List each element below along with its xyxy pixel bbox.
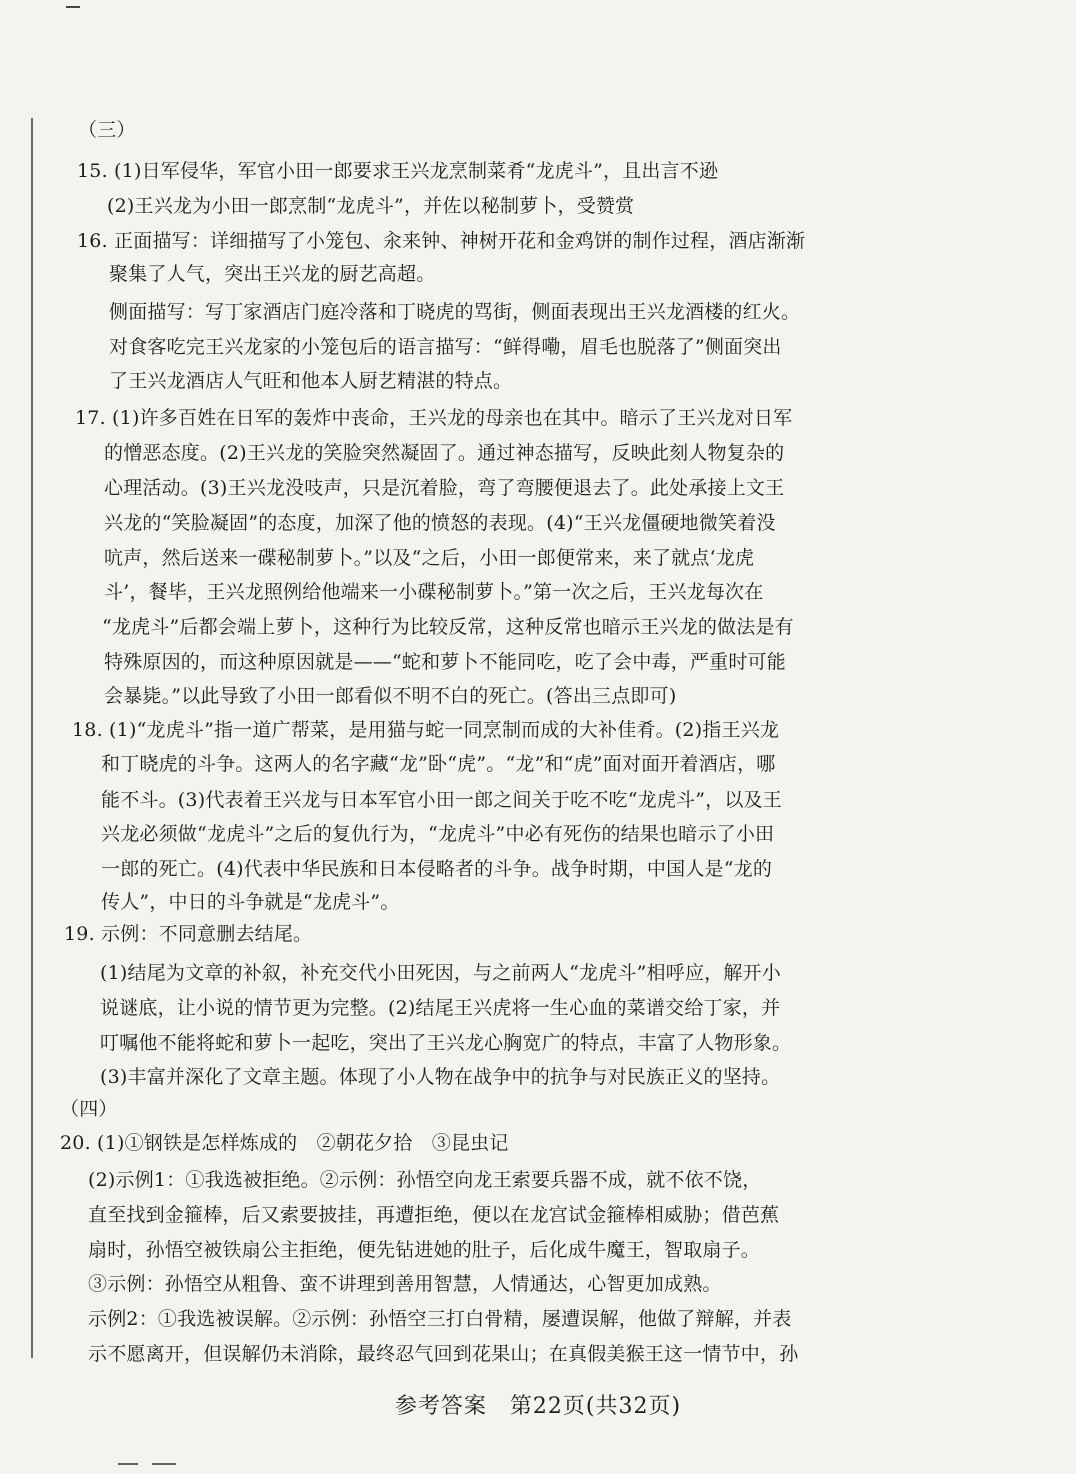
answer-line: 传人”，中日的斗争就是“龙虎斗”。	[101, 891, 400, 913]
answer-line: 心理活动。(3)王兴龙没吱声，只是沉着脸，弯了弯腰便退去了。此处承接上文王	[104, 477, 785, 499]
answer-line: 吭声，然后送来一碟秘制萝卜。”以及“之后，小田一郎便常来，来了就点‘龙虎	[104, 547, 755, 569]
answer-line: 叮嘱他不能将蛇和萝卜一起吃，突出了王兴龙心胸宽广的特点，丰富了人物形象。	[100, 1032, 792, 1054]
answer-line: 兴龙的“笑脸凝固”的态度，加深了他的愤怒的表现。(4)“王兴龙僵硬地微笑着没	[104, 512, 776, 534]
answer-line: 一郎的死亡。(4)代表中华民族和日本侵略者的斗争。战争时期，中国人是“龙的	[101, 858, 773, 880]
answer-line: 16. 正面描写：详细描写了小笼包、汆来钟、神树开花和金鸡饼的制作过程，酒店渐渐	[77, 230, 806, 252]
answer-line: 20. (1)①钢铁是怎样炼成的 ②朝花夕拾 ③昆虫记	[60, 1132, 509, 1154]
answer-line: 扇时，孙悟空被铁扇公主拒绝，便先钻进她的肚子，后化成牛魔王，智取扇子。	[88, 1239, 761, 1261]
answer-line: 能不斗。(3)代表着王兴龙与日本军官小田一郎之间关于吃不吃“龙虎斗”，以及王	[101, 789, 782, 811]
answer-line: “龙虎斗”后都会端上萝卜，这种行为比较反常，这种反常也暗示王兴龙的做法是有	[102, 616, 794, 638]
answer-line: 斗’，餐毕，王兴龙照例给他端来一小碟秘制萝卜。”第一次之后，王兴龙每次在	[104, 581, 764, 603]
scan-mark	[118, 1463, 138, 1465]
answer-line: 了王兴龙酒店人气旺和他本人厨艺精湛的特点。	[109, 370, 513, 392]
answer-line: 18. (1)“龙虎斗”指一道广帮菜，是用猫与蛇一同烹制而成的大补佳肴。(2)指王兴龙	[72, 719, 780, 741]
scan-mark	[152, 1463, 176, 1465]
answer-line: 和丁晓虎的斗争。这两人的名字藏“龙”卧“虎”。“龙”和“虎”面对面开着酒店，哪	[101, 753, 776, 775]
answer-line: 17. (1)许多百姓在日军的轰炸中丧命，王兴龙的母亲也在其中。暗示了王兴龙对日军	[75, 407, 793, 429]
answer-line: (2)示例1：①我选被拒绝。②示例：孙悟空向龙王索要兵器不成，就不依不饶，	[88, 1169, 762, 1191]
answer-line: （三）	[78, 119, 136, 141]
answer-line: 特殊原因的，而这种原因就是——“蛇和萝卜不能同吃，吃了会中毒，严重时可能	[104, 651, 786, 673]
answer-line: 对食客吃完王兴龙家的小笼包后的语言描写：“鲜得嘞，眉毛也脱落了”侧面突出	[109, 336, 782, 358]
margin-rule	[31, 118, 33, 1358]
scan-mark	[66, 6, 80, 8]
answer-line: 示不愿离开，但误解仍未消除，最终忍气回到花果山；在真假美猴王这一情节中，孙	[88, 1343, 799, 1365]
answer-line: 19. 示例：不同意删去结尾。	[64, 923, 313, 945]
answer-line: 说谜底，让小说的情节更为完整。(2)结尾王兴虎将一生心血的菜谱交给丁家，并	[100, 997, 781, 1019]
answer-line: 兴龙必须做“龙虎斗”之后的复仇行为，“龙虎斗”中必有死伤的结果也暗示了小田	[101, 823, 775, 845]
answer-line: ③示例：孙悟空从粗鲁、蛮不讲理到善用智慧，人情通达，心智更加成熟。	[88, 1273, 722, 1295]
answer-line: (3)丰富并深化了文章主题。体现了小人物在战争中的抗争与对民族正义的坚持。	[100, 1066, 781, 1088]
answer-line: 侧面描写：写丁家酒店门庭冷落和丁晓虎的骂街，侧面表现出王兴龙酒楼的红火。	[109, 301, 801, 323]
answer-line: (2)王兴龙为小田一郎烹制“龙虎斗”，并佐以秘制萝卜，受赞赏	[107, 195, 635, 217]
answer-line: 15. (1)日军侵华，军官小田一郎要求王兴龙烹制菜肴“龙虎斗”，且出言不逊	[77, 160, 719, 182]
answer-line: (1)结尾为文章的补叙，补充交代小田死因，与之前两人“龙虎斗”相呼应，解开小	[100, 962, 781, 984]
answer-line: 直至找到金箍棒，后又索要披挂，再遭拒绝，便以在龙宫试金箍棒相威胁；借芭蕉	[88, 1204, 780, 1226]
page-footer: 参考答案 第22页(共32页)	[394, 1394, 682, 1419]
answer-line: 聚集了人气，突出王兴龙的厨艺高超。	[109, 263, 436, 285]
answer-line: 会暴毙。”以此导致了小田一郎看似不明不白的死亡。(答出三点即可)	[104, 685, 677, 707]
answer-line: 示例2：①我选被误解。②示例：孙悟空三打白骨精，屡遭误解，他做了辩解，并表	[88, 1308, 792, 1330]
answer-line: 的憎恶态度。(2)王兴龙的笑脸突然凝固了。通过神态描写，反映此刻人物复杂的	[104, 442, 785, 464]
answer-line: （四）	[60, 1098, 118, 1120]
